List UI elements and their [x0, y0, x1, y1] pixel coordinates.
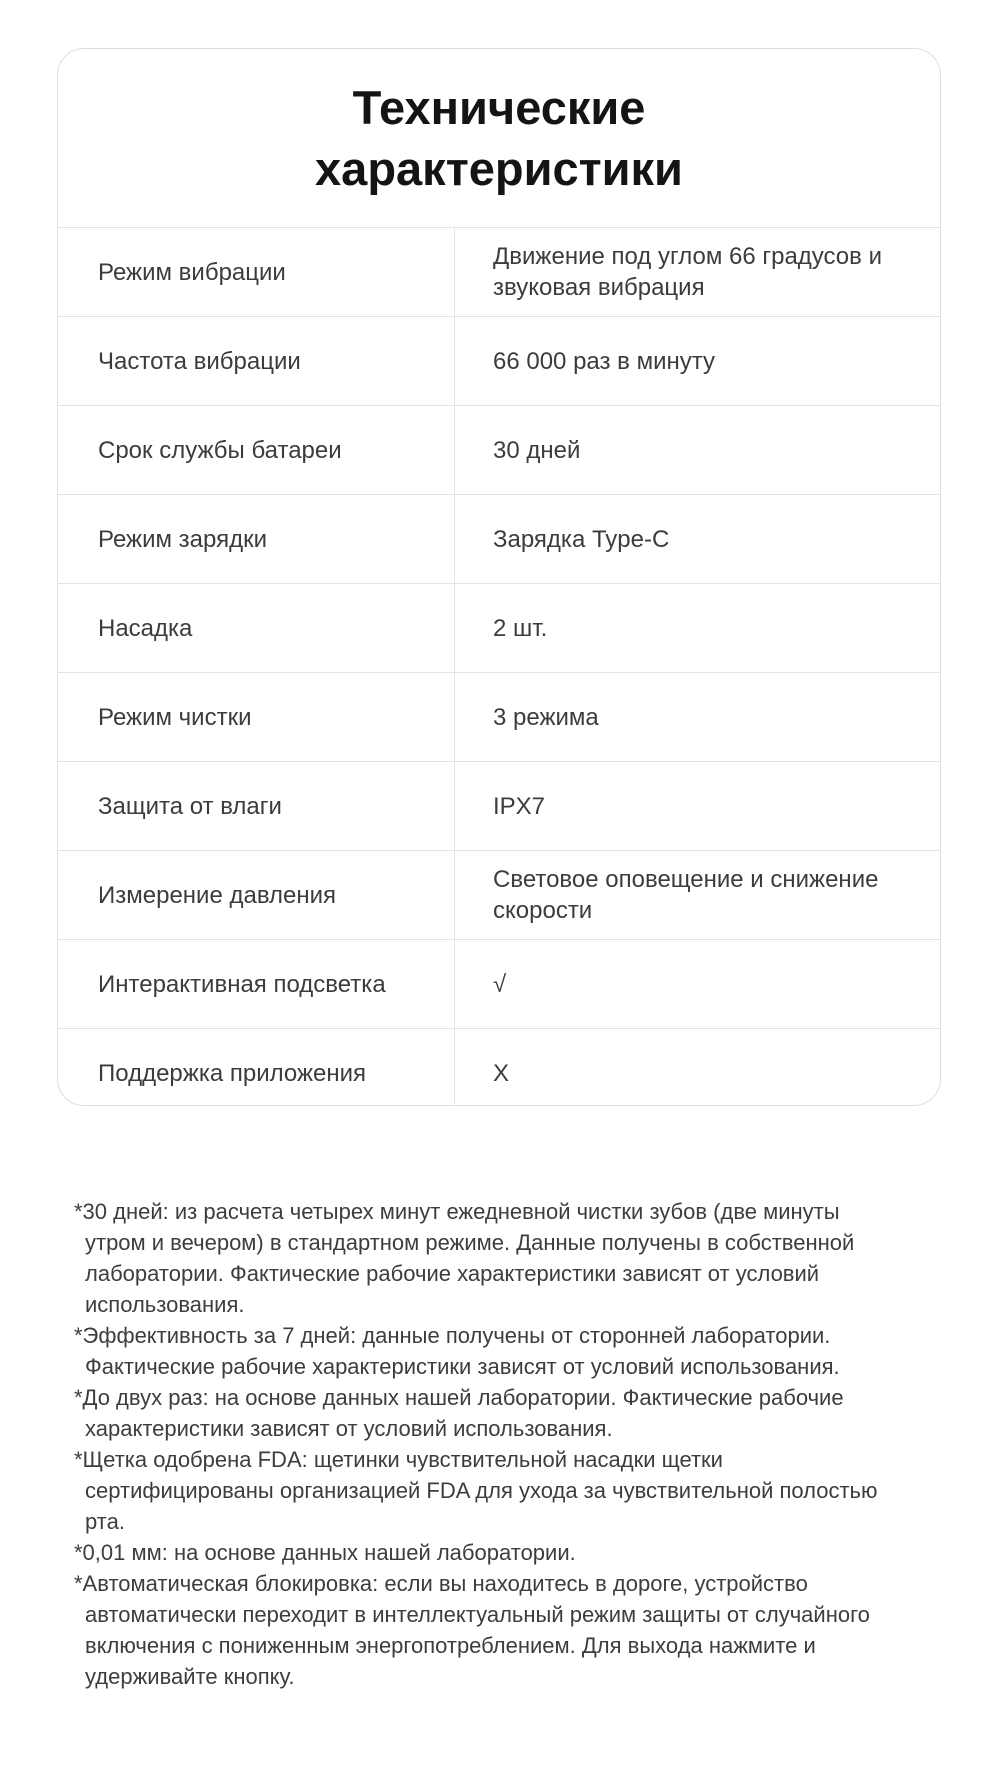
- table-row: [58, 939, 940, 1028]
- spec-label: Измерение давления: [98, 881, 337, 909]
- spec-label: Режим чистки: [98, 703, 252, 731]
- footnotes-block: [74, 1196, 892, 1692]
- spec-value: 30 дней: [454, 406, 940, 494]
- checkmark-value: √: [454, 940, 940, 1028]
- footnote-auto-lock: *Автоматическая блокировка: если вы находитесь в дороге, устройство автоматически переходит в интеллектуальный режим защиты от случайного включения с пониженным энергопотреблением. Для выхода нажмите и удерживайте кнопку.: [74, 1571, 870, 1689]
- table-row: [58, 316, 940, 405]
- spec-table: [58, 227, 940, 1106]
- spec-label: Интерактивная подсветка: [98, 970, 386, 998]
- footnote-up-to-twice: *До двух раз: на основе данных нашей лаборатории. Фактические рабочие характеристики зависят от условий использования.: [74, 1385, 844, 1441]
- table-row: [58, 761, 940, 850]
- spec-value: Световое оповещение и снижение скорости: [454, 851, 940, 939]
- spec-value: IPX7: [454, 762, 940, 850]
- page-title: Технические характеристики: [315, 80, 683, 195]
- spec-card: [57, 48, 941, 1106]
- spec-label: Режим вибрации: [98, 258, 286, 286]
- spec-label: Срок службы батареи: [98, 436, 342, 464]
- table-row: [58, 405, 940, 494]
- table-row: [58, 850, 940, 939]
- spec-value: 2 шт.: [454, 584, 940, 672]
- table-row: [58, 672, 940, 761]
- spec-value: Зарядка Type-C: [454, 495, 940, 583]
- spec-label: Поддержка приложения: [98, 1059, 367, 1087]
- footnote-effectiveness: *Эффективность за 7 дней: данные получены от сторонней лаборатории. Фактические рабочие характеристики зависят от условий использования.: [74, 1323, 840, 1379]
- footnote-fda: *Щетка одобрена FDA: щетинки чувствительной насадки щетки сертифицированы организацией FDA для ухода за чувствительной полостью рта.: [74, 1447, 878, 1534]
- spec-label: Насадка: [98, 614, 193, 642]
- footnote-battery-life: *30 дней: из расчета четырех минут ежедневной чистки зубов (две минуты утром и вечером) в стандартном режиме. Данные получены в собственной лаборатории. Фактические рабочие характеристики зависят от условий использования.: [74, 1199, 855, 1317]
- spec-value: 3 режима: [454, 673, 940, 761]
- table-row: [58, 227, 940, 316]
- spec-label: Режим зарядки: [98, 525, 267, 553]
- table-row: [58, 494, 940, 583]
- spec-value: Движение под углом 66 градусов и звуковая вибрация: [454, 228, 940, 316]
- spec-value: 66 000 раз в минуту: [454, 317, 940, 405]
- spec-label: Защита от влаги: [98, 792, 282, 820]
- spec-label: Частота вибрации: [98, 347, 301, 375]
- table-row: [58, 1028, 940, 1106]
- footnote-001mm: *0,01 мм: на основе данных нашей лаборатории.: [74, 1540, 576, 1565]
- cross-value: X: [454, 1029, 940, 1106]
- table-row: [58, 583, 940, 672]
